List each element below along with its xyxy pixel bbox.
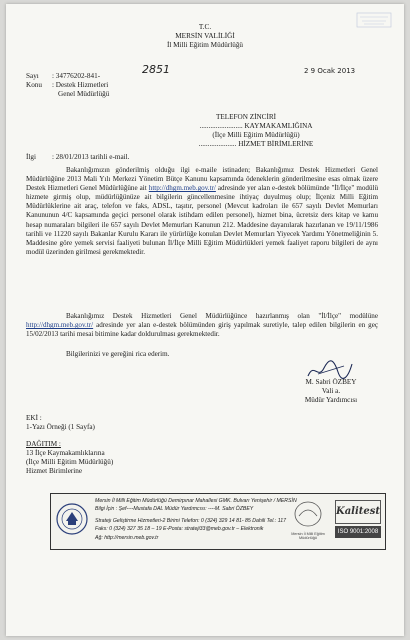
recipients-title: TELEFON ZİNCİRİ <box>215 113 277 121</box>
dagitim-item-3: Hizmet Birimlerine <box>26 467 83 475</box>
body-paragraph-3: Bilgilerinizi ve gereğini rica ederim. <box>66 350 170 358</box>
signature-role-1: Vali a. <box>321 387 341 395</box>
body-p1-text-a: Bakanlığımızın gönderilmiş olduğu ilgi e-maile istinaden; Bakanlığımız Destek Hizmetleri Genel Müdürlüğüne 2013 Mali Yılı Merkezi Yönetim Bütçe Kanunu kapsamında ödeneklerin gönderilmesine esas olmak üzere Destek Hizmetleri Genel Müdürlüğüne ait <box>26 166 378 193</box>
konu-label: Konu <box>26 81 42 89</box>
footer-line-3: Stratejı Geliştirme Hizmetleri-2 Birimi Telefon: 0 (324) 329 14 81- 85 Dahili Tel.: 117 <box>95 518 286 524</box>
header-tc: T.C. <box>198 23 212 31</box>
sayi-handwritten: 2851 <box>142 63 170 76</box>
footer-line-4: Faks: 0 (324) 327 35 18 – 19 E-Posta: strateji33@meb.gov.tr – Elektronik <box>95 526 264 532</box>
ilgi-label: İlgi <box>26 153 36 161</box>
iso-badge: ISO 9001:2008 <box>335 526 381 538</box>
recipients-line1: ........................ KAYMAKAMLIĞINA <box>199 122 313 130</box>
ek-label: EKİ : <box>26 414 42 422</box>
ek-item: 1-Yazı Örneği (1 Sayfa) <box>26 423 95 431</box>
dhgm-link-1[interactable]: http://dhgm.meb.gov.tr/ <box>148 184 216 193</box>
kalitest-logo: Kalitest <box>335 500 381 524</box>
document-page <box>6 4 404 636</box>
body-paragraph-1 <box>26 166 378 257</box>
recipients-line3: ..................... HİZMET BİRİMLERİNE <box>198 140 314 148</box>
header-valilik: MERSİN VALİLİĞİ <box>175 32 235 40</box>
body-p2-text-a: Bakanlığımız Destek Hizmetleri Genel Müdürlüğünce hazırlanmış olan "İl/İlçe" modülüne <box>66 312 378 320</box>
footer-line-5[interactable]: Ağ: http://mersin.meb.gov.tr <box>95 535 159 541</box>
date-stamp: 2 9 Ocak 2013 <box>304 67 356 75</box>
footer-contact-box <box>50 493 386 550</box>
dagitim-label: DAĞITIM : <box>26 440 61 448</box>
badge-caption: Mersin İl Milli Eğitim Müdürlüğü <box>291 532 325 540</box>
konu-value-2: Genel Müdürlüğü <box>58 90 110 98</box>
signature-name: M. Sabri ÖZBEY <box>305 378 357 386</box>
konu-value: : Destek Hizmetleri <box>52 81 109 89</box>
sayi-value: : 34776202-841- <box>52 72 101 80</box>
header-mudurluk: İl Milli Eğitim Müdürlüğü <box>166 41 244 49</box>
footer-line-1: Mersin İl Milli Eğitim Müdürlüğü Demirpınar Mahallesi GMK. Bulvarı Yenişehir / MERSİN <box>95 498 297 504</box>
footer-line-2: Bilgi İçin : Şef----Mustafa DAL Müdür Yardımcısı: ----M. Sabri ÖZBEY <box>95 506 254 512</box>
meb-seal-icon <box>55 502 89 536</box>
ilgi-value: : 28/01/2013 tarihli e-mail. <box>52 153 130 161</box>
body-p1-text-b: adresinde yer alan e-destek bölümünde "İl/İlçe" modülü hizmete girmiş olup, müdürlüğünüze ait bilgilerin güncellenmesine ihtiyaç duyulmuş olup; İlçeniz Milli Eğitim Müdürlüklerine ait araç, telefon ve faks, ADSL, taşıtır, personel (Mevcut kadroları ile 657 sayılı Devlet Memurları Kanununun 4/C kapsamında geçici personel olarak istihdam edilen personel), hizmet bina, ücretsiz ders kitap ve kamu hesap numaraları bilgileri ile 657 sayılı Devlet Memurları Kanunun 212. Maddesine dayanılarak hazırlanan ve 19/11/1986 tarihli ve 11220 sayılı Bakanlar Kurulu Kararı ile yürürlüğe konulan Devlet Memurları Yiyecek Yardımı Yönetmeliğinin 5. Maddesine göre yemek servisi faaliyeti bulunan İl/İlçe Milli Eğitim Müdürlükleri yemek faaliyet raporu bilgileri de aynı modül üzerinden girilmesi gerekmektedir. <box>26 184 379 256</box>
dagitim-item-2: (İlçe Milli Eğitim Müdürlüğü) <box>26 458 114 466</box>
dagitim-item-1: 13 İlçe Kaymakamlıklarına <box>26 449 105 457</box>
body-p2-text-b: adresinde yer alan e-destek bölümünden giriş yapılmak suretiyle, talep edilen bilgilerin en geç 15/02/2013 tarihi mesai bitimine kadar doldurulması gerekmektedir. <box>26 321 378 339</box>
dhgm-link-2[interactable]: http://dhgm.meb.gov.tr/ <box>26 321 94 330</box>
body-paragraph-2 <box>26 312 378 339</box>
recipients-line2: (İlçe Milli Eğitim Müdürlüğü) <box>212 131 300 139</box>
sayi-label: Sayı <box>26 72 39 80</box>
signature-role-2: Müdür Yardımcısı <box>304 396 358 404</box>
